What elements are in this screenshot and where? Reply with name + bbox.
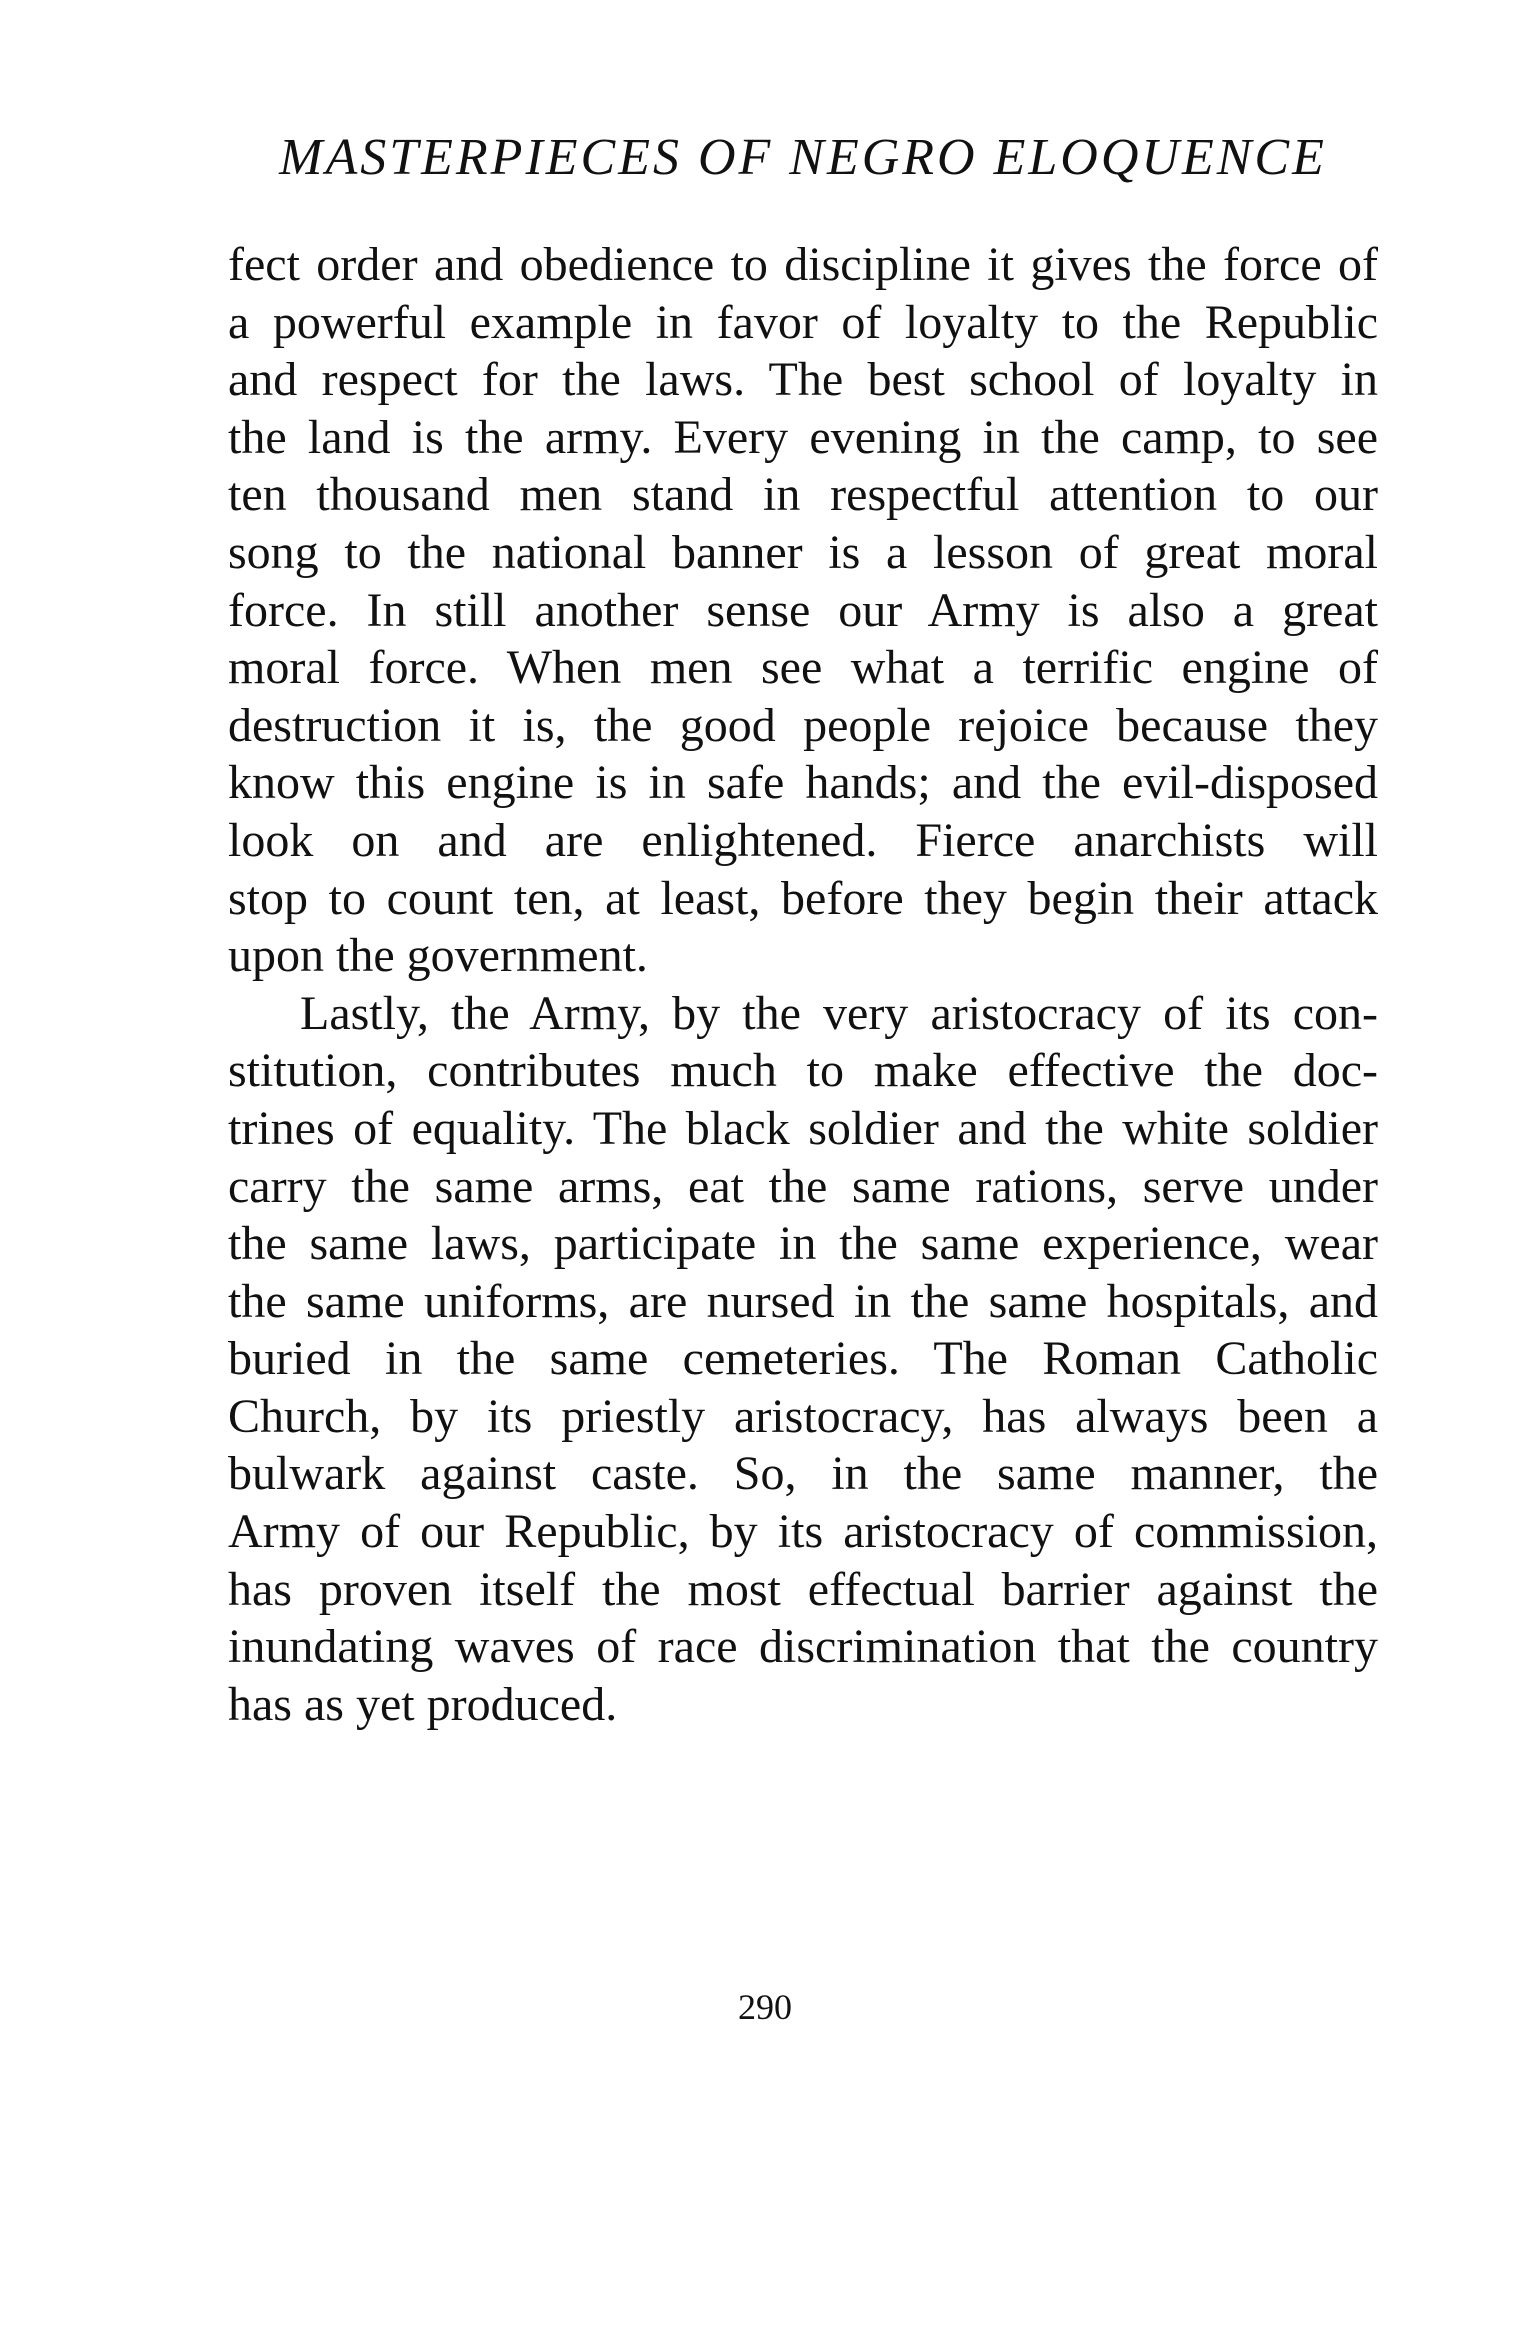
paragraph-2-line: the same uniforms, are nursed in the same hospitals, and <box>228 1274 1378 1328</box>
paragraph-1-line: the land is the army. Every evening in the camp, to see <box>228 410 1378 464</box>
paragraph-2-line: has proven itself the most effectual barrier against the <box>228 1562 1378 1616</box>
paragraph-2-line: buried in the same cemeteries. The Roman Catholic <box>228 1332 1378 1386</box>
paragraph-2-line: Church, by its priestly aristocracy, has always been a <box>228 1389 1378 1443</box>
paragraph-2-line: trines of equality. The black soldier and the white soldier <box>228 1101 1378 1155</box>
paragraph-2-line: carry the same arms, eat the same rations, serve under <box>228 1159 1378 1213</box>
paragraph-1-line: moral force. When men see what a terrific engine of <box>228 641 1378 695</box>
paragraph-1-line: force. In still another sense our Army is also a great <box>228 583 1378 637</box>
paragraph-1-line: destruction it is, the good people rejoice because they <box>228 698 1378 752</box>
paragraph-1-line: stop to count ten, at least, before they begin their attack <box>228 871 1378 925</box>
paragraph-1-line: and respect for the laws. The best school of loyalty in <box>228 353 1378 407</box>
paragraph-2-line: Lastly, the Army, by the very aristocracy of its con- <box>300 986 1378 1040</box>
paragraph-1-line: know this engine is in safe hands; and the evil-disposed <box>228 756 1378 810</box>
paragraph-1-line: look on and are enlightened. Fierce anarchists will <box>228 813 1378 867</box>
paragraph-2-line: bulwark against caste. So, in the same manner, the <box>228 1447 1378 1501</box>
paragraph-1-line: upon the government. <box>228 929 648 983</box>
paragraph-2-line: the same laws, participate in the same experience, wear <box>228 1217 1378 1271</box>
body-text <box>228 236 1378 1733</box>
paragraph-1-line: a powerful example in favor of loyalty to the Republic <box>228 295 1378 349</box>
paragraph-2-line: stitution, contributes much to make effective the doc- <box>228 1044 1378 1098</box>
paragraph-2-line: has as yet produced. <box>228 1677 618 1731</box>
paragraph-1-line: song to the national banner is a lesson of great moral <box>228 525 1378 579</box>
paragraph-1-line: fect order and obedience to discipline it gives the force of <box>228 238 1378 291</box>
page-number: 290 <box>738 1987 792 2027</box>
paragraph-2-line: Army of our Republic, by its aristocracy of commission, <box>228 1505 1378 1559</box>
paragraph-1-line: ten thousand men stand in respectful attention to our <box>228 468 1378 522</box>
paragraph-2-line: inundating waves of race discrimination that the country <box>228 1620 1378 1674</box>
running-title: MASTERPIECES OF NEGRO ELOQUENCE <box>279 129 1327 186</box>
